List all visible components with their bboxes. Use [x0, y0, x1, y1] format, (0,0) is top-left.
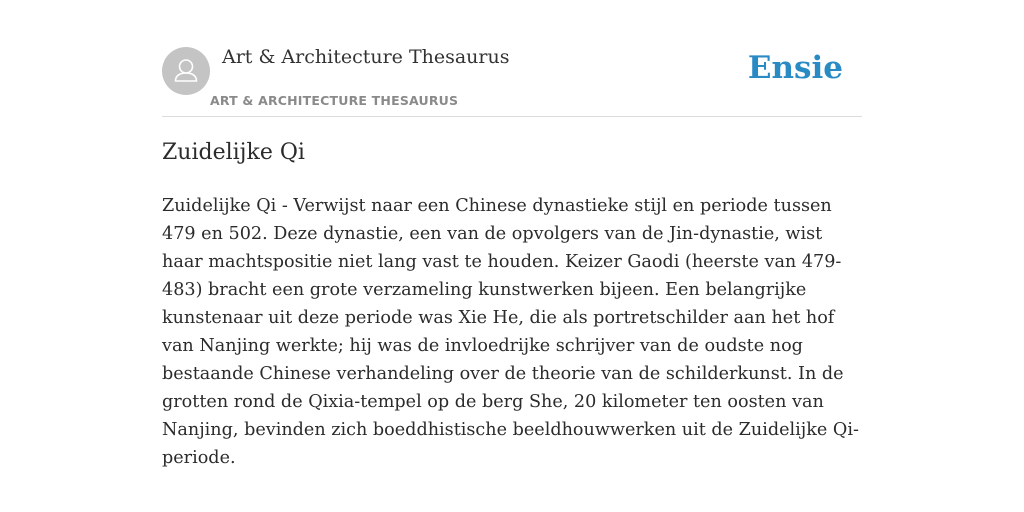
- entry-title: Zuidelijke Qi: [162, 140, 305, 165]
- brand-logo[interactable]: Ensie: [747, 50, 843, 86]
- entry-header: [162, 0, 862, 117]
- entry-body: Zuidelijke Qi - Verwijst naar een Chinese dynastieke stijl en periode tussen 479 en 502. Deze dynastie, een van de opvolgers van de Jin-dynastie, wist haar machtspositie niet lang vast te houden. Keizer Gaodi (heerste van 479-483) bracht een grote verzameling kunstwerken bijeen. Een belangrijke kunstenaar uit deze periode was Xie He, die als portretschilder aan het hof van Nanjing werkte; hij was de invloedrijke schrijver van de oudste nog bestaande Chinese verhandeling over de theorie van de schilderkunst. In de grotten rond de Qixia-tempel op de berg She, 20 kilometer ten oosten van Nanjing, bevinden zich boeddhistische beeldhouwwerken uit de Zuidelijke Qi-periode.: [162, 196, 859, 468]
- entry-card: [162, 0, 862, 512]
- user-icon: [162, 47, 210, 95]
- source-title[interactable]: Art & Architecture Thesaurus: [222, 46, 510, 68]
- avatar[interactable]: [162, 47, 210, 95]
- source-caption: ART & ARCHITECTURE THESAURUS: [210, 93, 459, 108]
